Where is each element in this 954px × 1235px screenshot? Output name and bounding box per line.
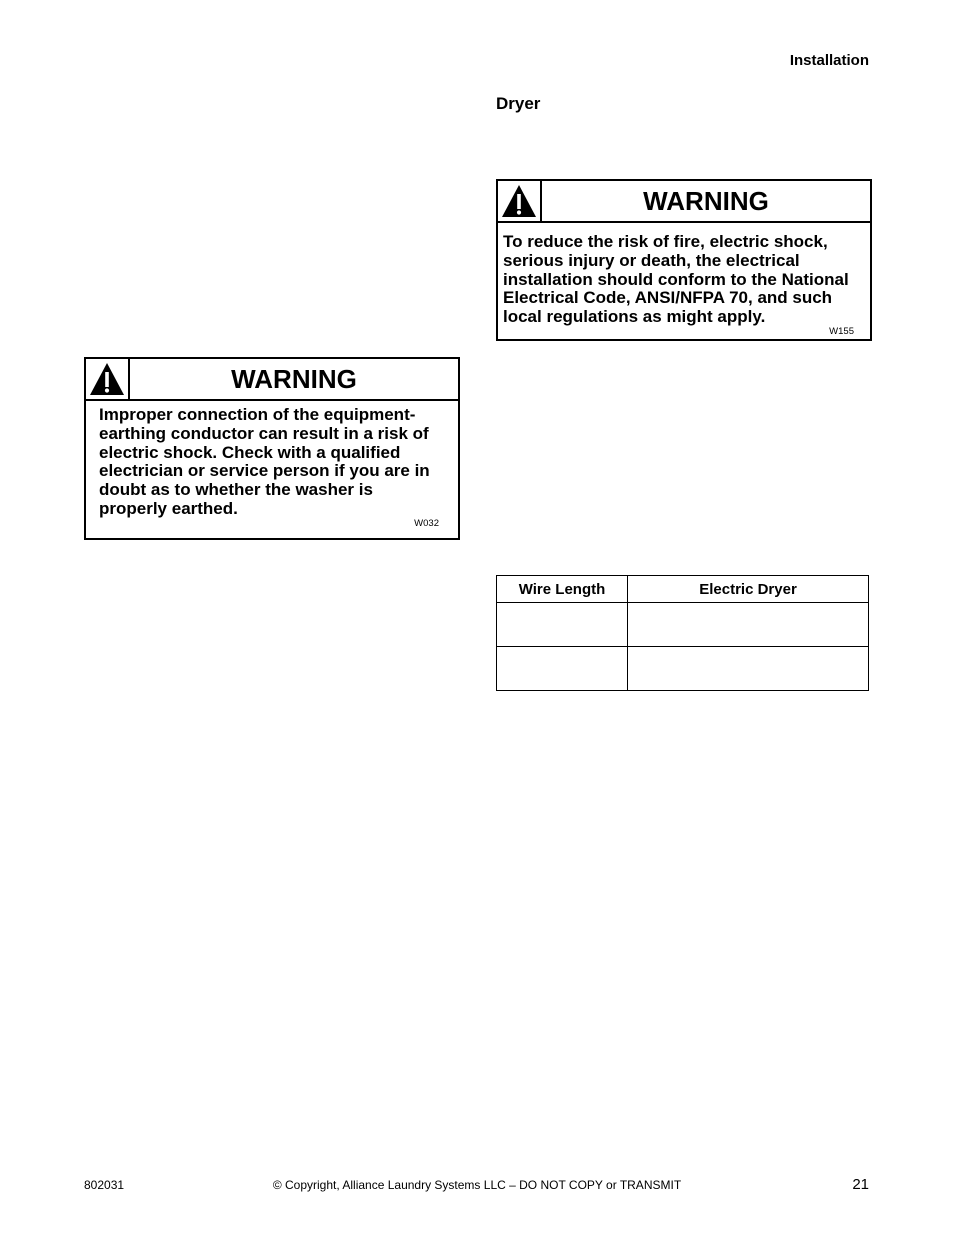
- warning-code: W032: [414, 518, 439, 529]
- warning-title: WARNING: [231, 364, 357, 394]
- warning-box-earthing: [84, 357, 460, 540]
- warning-header: [498, 181, 870, 223]
- column-header-electric-dryer: Electric Dryer: [628, 576, 869, 603]
- warning-box-fire: [496, 179, 872, 341]
- section-subheading: Dryer: [496, 94, 541, 113]
- table-cell: [497, 603, 628, 647]
- warning-text: [86, 401, 458, 519]
- table-header-row: [497, 576, 869, 603]
- table-row: [497, 647, 869, 691]
- warning-title: WARNING: [643, 186, 769, 216]
- warning-header: [86, 359, 458, 401]
- warning-message: To reduce the risk of fire, electric shock, serious injury or death, the electrical installation should conform to the National Electrical Code, ANSI/NFPA 70, and such local regulations as might apply.: [503, 232, 849, 327]
- wire-length-table: [496, 575, 869, 691]
- table-row: [497, 603, 869, 647]
- warning-message: Improper connection of the equipment-earthing conductor can result in a risk of electric shock. Check with a qualified electrician or service person if you are in doubt as to whether the washer is properly earthed.: [99, 405, 430, 518]
- footer-copyright: © Copyright, Alliance Laundry Systems LLC – DO NOT COPY or TRANSMIT: [272, 1178, 682, 1192]
- page-number: 21: [852, 1176, 869, 1193]
- table-cell: [628, 647, 869, 691]
- table-cell: [628, 603, 869, 647]
- footer-doc-number: 802031: [84, 1178, 125, 1192]
- warning-text: [498, 223, 870, 327]
- table-cell: [497, 647, 628, 691]
- warning-code: W155: [829, 326, 854, 337]
- warning-icon-cell: [498, 181, 542, 221]
- warning-icon-cell: [86, 359, 130, 399]
- section-header: Installation: [789, 52, 869, 69]
- warning-triangle-icon: [89, 362, 125, 396]
- warning-triangle-icon: [501, 184, 537, 218]
- column-header-wire-length: Wire Length: [497, 576, 628, 603]
